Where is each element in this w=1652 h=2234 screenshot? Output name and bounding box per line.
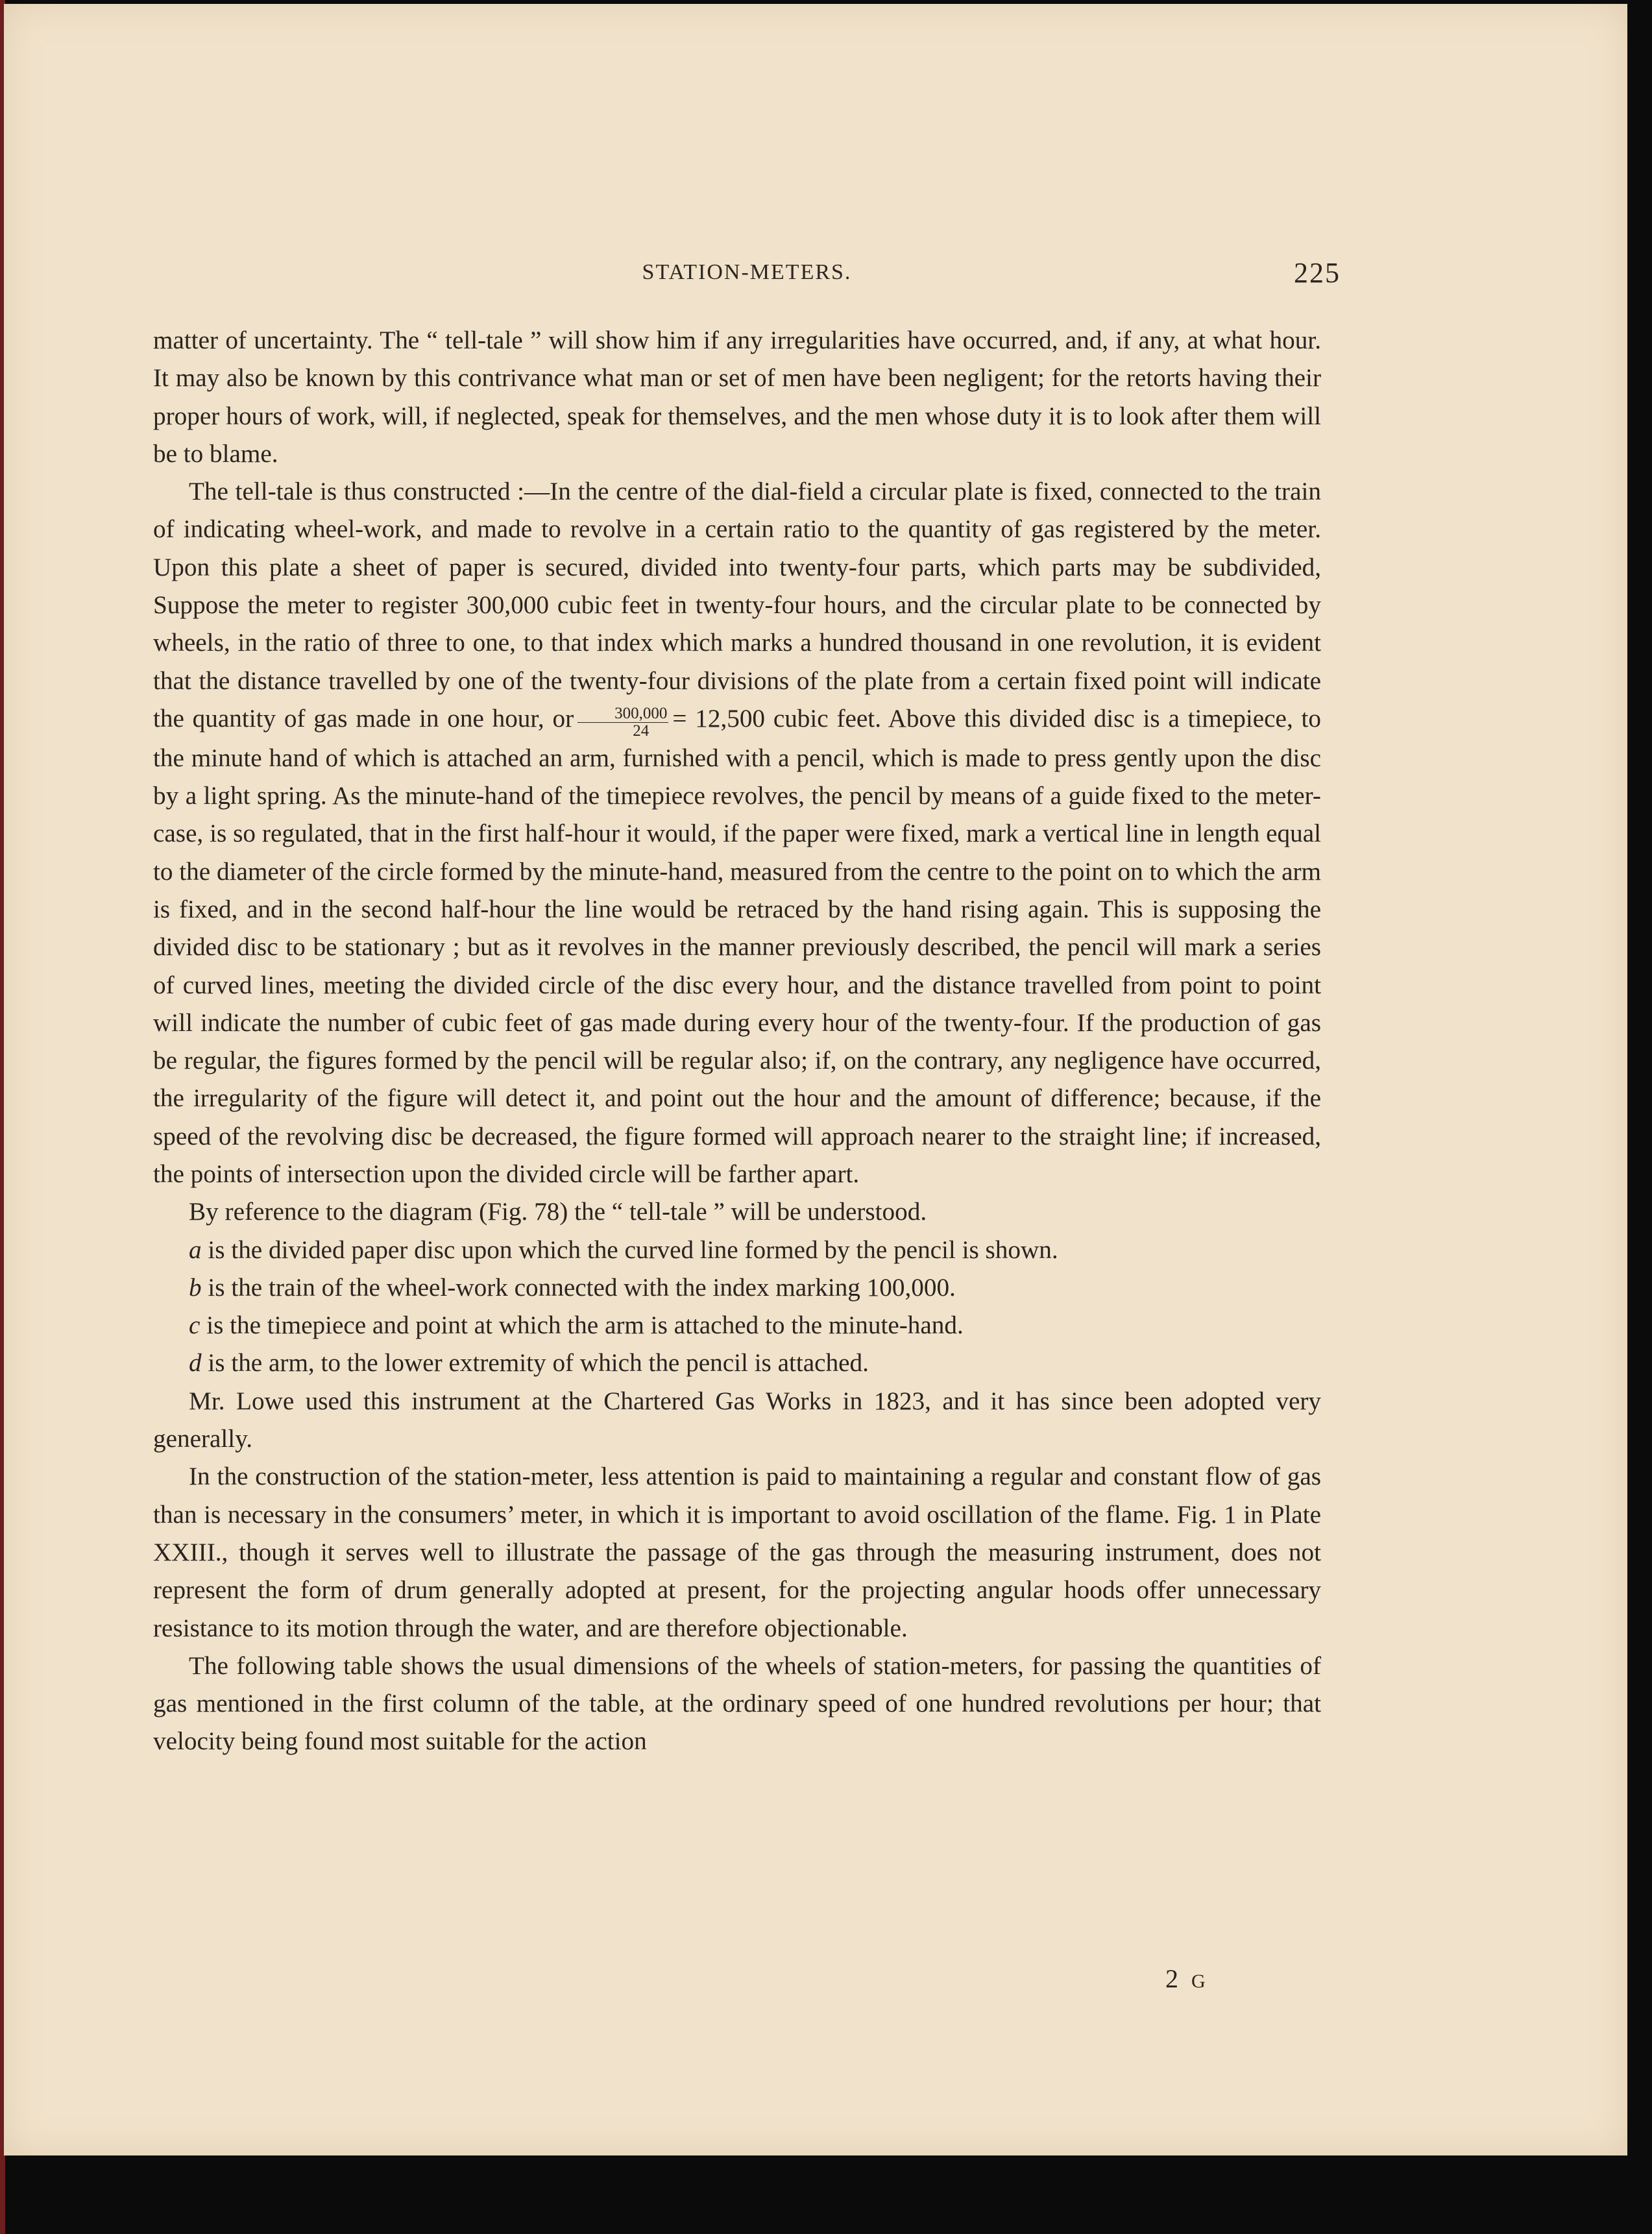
fraction-numerator: 300,000 <box>577 705 668 723</box>
legend-item-c <box>153 1307 1321 1344</box>
legend-item-a <box>153 1232 1321 1269</box>
paragraph-6: The following table shows the usual dimensions of the wheels of station-meters, for passing the quantities of gas mentioned in the first column of the table, at the ordinary speed of one hundred revolutions per hour; that velocity being found most suitable for the action <box>153 1651 1321 1756</box>
paragraph-1: matter of uncertainty. The “ tell-tale ” will show him if any irregularities have occurred, and, if any, at what hour. It may also be known by this contrivance what man or set of men have been negligent; for the retorts having their proper hours of work, will, if neglected, speak for themselves, and the men whose duty it is to look after them will be to blame. <box>153 326 1321 468</box>
paragraph-4: Mr. Lowe used this instrument at the Chartered Gas Works in 1823, and it has since been adopted very generally. <box>153 1387 1321 1453</box>
paragraph-2-part-b: = 12,500 cubic feet. Above this divided disc is a timepiece, to the minute hand of which is attached an arm, furnished with a pencil, which is made to press gently upon the disc by a light spring. As the minute-hand of the timepiece revolves, the pencil by means of a guide fixed to the meter-case, is so regulated, that in the first half-hour it would, if the paper were fixed, mark a vertical line in length equal to the diameter of the circle formed by the minute-hand, measured from the centre to the point on to which the arm is fixed, and in the second half-hour the line would be retraced by the hand rising again. This is supposing the divided disc to be stationary ; but as it revolves in the manner previously described, the pencil will mark a series of curved lines, meeting the divided circle of the disc every hour, and the distance travelled from point to point will indicate the number of cubic feet of gas made during every hour of the twenty-four. If the production of gas be regular, the figures formed by the pencil will be regular also; if, on the contrary, any negligence have occurred, the irregularity of the figure will detect it, and point out the hour and the amount of difference; because, if the speed of the revolving disc be decreased, the figure formed will approach nearer to the straight line; if increased, the points of intersection upon the divided circle will be farther apart. <box>153 704 1322 1188</box>
fraction-denominator: 24 <box>633 722 650 740</box>
legend-letter-c: c <box>189 1311 200 1340</box>
page-title: STATION-METERS. <box>642 260 852 284</box>
legend-letter-d: d <box>189 1349 202 1378</box>
legend-letter-a: a <box>189 1235 202 1264</box>
book-page <box>4 4 1627 2155</box>
legend-item-b <box>153 1269 1321 1307</box>
body-text <box>153 322 1321 1761</box>
signature-number: 2 <box>1165 1964 1191 1993</box>
legend-item-d <box>153 1344 1321 1382</box>
legend-letter-b: b <box>189 1273 202 1302</box>
paragraph-2 <box>153 473 1321 1193</box>
signature-mark <box>1165 1963 1219 1994</box>
legend-text-d: is the arm, to the lower extremity of which the pencil is attached. <box>201 1349 869 1378</box>
signature-letter: G <box>1191 1971 1219 1992</box>
paragraph-5: In the construction of the station-meter, less attention is paid to maintaining a regular and constant flow of gas than is necessary in the consumers’ meter, in which it is important to avoid oscillation of the flame. Fig. 1 in Plate XXIII., though it serves well to illustrate the passage of the gas through the measuring instrument, does not represent the form of drum generally adopted at present, for the projecting angular hoods offer unnecessary resistance to its motion through the water, and are therefore objectionable. <box>153 1463 1321 1642</box>
legend-text-c: is the timepiece and point at which the arm is attached to the minute-hand. <box>200 1311 964 1340</box>
paragraph-3: By reference to the diagram (Fig. 78) the “ tell-tale ” will be understood. <box>189 1198 927 1226</box>
page-number: 225 <box>1294 257 1341 289</box>
paragraph-2-part-a: The tell-tale is thus constructed :—In the centre of the dial-field a circular plate is fixed, connected to the train of indicating wheel-work, and made to revolve in a certain ratio to the quantity of gas registered by the meter. Upon this plate a sheet of paper is secured, divided into twenty-four parts, which parts may be subdivided, Suppose the meter to register 300,000 cubic feet in twenty-four hours, and the circular plate to be connected by wheels, in the ratio of three to one, to that index which marks a hundred thousand in one revolution, it is evident that the distance travelled by one of the twenty-four divisions of the plate from a certain fixed point will indicate the quantity of gas made in one hour, or <box>153 478 1321 733</box>
legend-text-a: is the divided paper disc upon which the curved line formed by the pencil is shown. <box>201 1235 1058 1264</box>
legend-text-b: is the train of the wheel-work connected with the index marking 100,000. <box>201 1273 956 1302</box>
fraction <box>577 705 668 740</box>
